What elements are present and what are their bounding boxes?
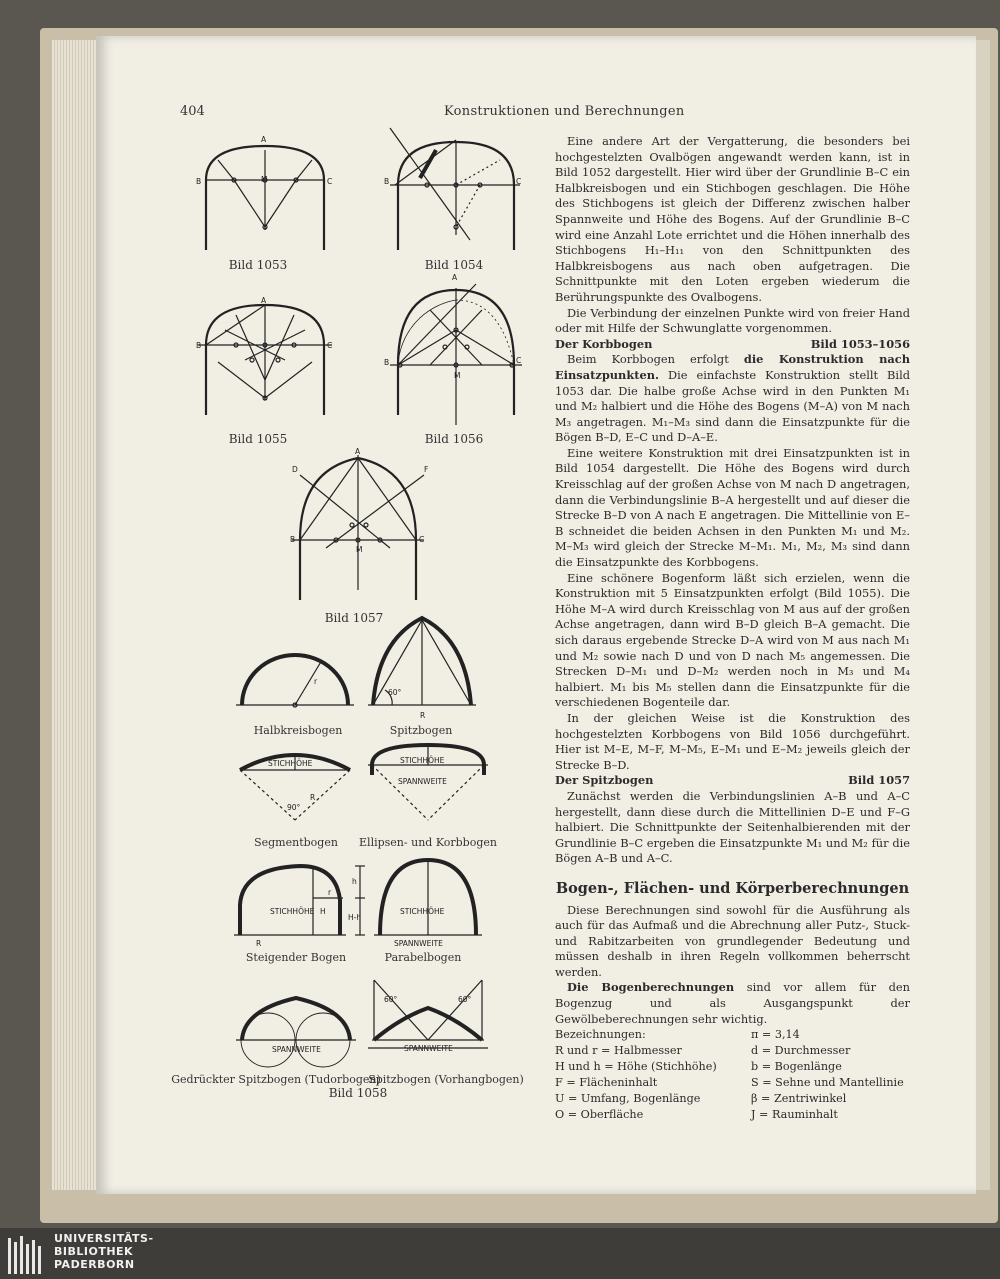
label-r-halb: r: [314, 677, 318, 686]
label-B-1057: B: [290, 535, 296, 544]
diagram-spitzbogen: [368, 618, 476, 705]
label-spannweite-tudor: SPANNWEITE: [272, 1045, 321, 1054]
paragraph: [555, 980, 910, 1027]
legend-heading: Bezeichnungen:: [555, 1028, 646, 1042]
label-R-spitz: R: [420, 711, 426, 720]
paragraph: Diese Berechnungen sind sowohl für die Ausführung als auch für das Aufmaß und die Abrechnung aller Putz-, Stuck- und Rabitzarbeiten von grundlegender Bedeutung und müssen deshalb in ihren Regeln vollkommen beherrscht werden.: [555, 902, 910, 979]
caption-halbkreisbogen: Halbkreisbogen: [253, 724, 343, 737]
diagram-1055: [198, 305, 332, 415]
library-name-line: PADERBORN: [54, 1258, 135, 1271]
label-B-1053: B: [196, 177, 202, 186]
legend-item: J = Rauminhalt: [751, 1108, 838, 1122]
label-M-1056: M: [454, 371, 461, 380]
label-C-1056: C: [516, 356, 522, 365]
label-h-steigend: h: [352, 877, 357, 886]
label-spannweite-vorhang: SPANNWEITE: [404, 1044, 453, 1053]
label-stichhoehe-segment: STICHHÖHE: [268, 759, 313, 768]
paragraph: In der gleichen Weise ist die Konstruktion des hochgestelzten Korbbogens von Bild 1056 durchgeführt. Hier ist M–E, M–F, M–M₅, E–M₁ und E–M₂ jeweils gleich der Strecke B–D.: [555, 710, 910, 772]
label-C-1057: C: [419, 535, 425, 544]
heading-label: Der Korbbogen: [555, 336, 653, 351]
label-60-spitz: 60°: [388, 688, 402, 697]
legend-item: S = Sehne und Mantellinie: [751, 1076, 904, 1090]
label-spannweite-parabel: SPANNWEITE: [394, 939, 443, 948]
diagram-tudorbogen: [236, 998, 356, 1067]
running-head: Konstruktionen und Berechnungen: [444, 104, 685, 119]
label-60a-vorhang: 60°: [384, 995, 398, 1004]
caption-bild-1057: Bild 1057: [324, 611, 384, 625]
label-stichhoehe-steigend: STICHHÖHE: [270, 907, 315, 916]
caption-bild-1053: Bild 1053: [228, 258, 288, 272]
label-A-1055: A: [261, 296, 267, 305]
diagram-parabelbogen: [374, 860, 482, 935]
bold-run: die Konstruktion nach Einsatzpunkten.: [555, 352, 910, 382]
legend-item: R und r = Halbmesser: [555, 1044, 682, 1058]
bold-run: Die Bogenberechnungen: [567, 980, 735, 995]
caption-steigender-bogen: Steigender Bogen: [245, 951, 347, 964]
label-60b-vorhang: 60°: [458, 995, 472, 1004]
body-text-column: [555, 134, 910, 1123]
library-logo-icon: [8, 1234, 46, 1274]
label-D-1057: D: [292, 465, 298, 474]
label-B-1056: B: [384, 358, 390, 367]
label-H-steigend: H: [320, 907, 326, 916]
label-r-steigend: r: [328, 888, 332, 897]
label-90-segment: 90°: [287, 803, 301, 812]
label-M-1057: M: [356, 545, 363, 554]
legend-item: b = Bogenlänge: [751, 1060, 842, 1074]
label-A-1054: A: [452, 273, 458, 282]
label-Hh-steigend: H-h: [348, 913, 362, 922]
paragraph: Eine weitere Konstruktion mit drei Einsatzpunkten ist in Bild 1054 dargestellt. Die Höhe des Bogens wird durch Kreisschlag auf der großen Achse von M nach D angetragen, dann die Verbindungslinie B–A hergestellt und auf dieser die Strecke B–D von A nach E angetragen. Die Mittellinie von E–B schneidet die beiden Achsen in den Punkten M₁ und M₂. M–M₃ wird gleich der Strecke M–M₁. M₁, M₂, M₃ sind dann die Einsatzpunkte des Korbbogens.: [555, 445, 910, 570]
legend-item: U = Umfang, Bogenlänge: [555, 1092, 701, 1106]
legend-item: F = Flächeninhalt: [555, 1076, 658, 1090]
caption-parabelbogen: Parabelbogen: [384, 951, 462, 964]
diagram-1053: [206, 146, 324, 250]
text-run: Die einfachste Konstruktion stellt Bild 1053 dar. Die halbe große Achse wird in den Punkten M₁ und M₂ halbiert und die Höhe des Bogens (M–A) von M nach M₃ angetragen. M₁–M₃ sind dann die Einsatzpunkte für die Bögen B–D, E–C und D–A–E.: [555, 367, 910, 445]
label-stichhoehe-parabel: STICHHÖHE: [400, 907, 445, 916]
label-B-1055: B: [196, 341, 202, 350]
heading-figure-ref: Bild 1057: [848, 773, 910, 788]
library-name-line: UNIVERSITÄTS-: [54, 1232, 154, 1245]
caption-bild-1055: Bild 1055: [228, 432, 288, 446]
label-M-1053: M: [261, 175, 268, 184]
text-run: Beim Korbbogen erfolgt: [567, 352, 729, 367]
label-R-steigend: R: [256, 939, 262, 948]
text-run: sind vor allem für den Bogenzug und als Ausgangspunkt der Gewölbeberechnungen sehr wichtig.: [555, 980, 910, 1026]
paragraph: Eine andere Art der Vergatterung, die besonders bei hochgestelzten Ovalbögen angewandt werden kann, ist in Bild 1052 dargestellt. Hier wird über der Grundlinie B–C ein Halbkreisbogen und ein Stichbogen geschlagen. Die Höhe des Stichbogens ist gleich der Differenz zwischen halber Spannweite und Höhe des Bogens. Auf der Grundlinie B–C wird eine Anzahl Lote errichtet und die Höhen innerhalb des Stichbogens H₁–H₁₁ von den Schnittpunkten des Halbkreisbogens aus nach oben aufgetragen. Die Schnittpunkte mit den Loten ergeben wiederum die Berührungspunkte des Ovalbogens.: [555, 134, 910, 304]
page-number: 404: [180, 104, 205, 119]
label-A-1053: A: [261, 135, 267, 144]
caption-ellipsen-korbbogen: Ellipsen- und Korbbogen: [359, 836, 497, 849]
label-C-1054: C: [516, 177, 522, 186]
caption-vorhangbogen: Spitzbogen (Vorhangbogen): [368, 1073, 524, 1086]
label-A-1057: A: [355, 447, 361, 456]
library-name-line: BIBLIOTHEK: [54, 1245, 134, 1258]
diagram-1056: [390, 284, 522, 425]
library-name: [54, 1232, 154, 1271]
legend-item: π = 3,14: [751, 1028, 800, 1042]
paragraph: Eine schönere Bogenform läßt sich erzielen, wenn die Konstruktion mit 5 Einsatzpunkten erfolgt (Bild 1055). Die Höhe M–A wird durch Kreisschlag von M aus auf der großen Achse angetragen, dann wird B–D gleich B–A gemacht. Die sich daraus ergebende Strecke D–A wird von M aus nach M₁ und M₂ sowie nach D und von D nach M₅ angemessen. Die Strecken D–M₁ und D–M₂ werden noch in M₃ und M₄ halbiert. M₁ bis M₅ stellen dann die Einsatzpunkte für die verschiedenen Bogenteile dar.: [555, 570, 910, 710]
diagram-vorhangbogen: [368, 980, 488, 1048]
paragraph: Die Verbindung der einzelnen Punkte wird von freier Hand oder mit Hilfe der Schwunglatte vorgenommen.: [555, 305, 910, 336]
diagram-halbkreisbogen: [236, 655, 354, 707]
section-heading-spitzbogen: [555, 773, 910, 789]
diagram-1057: [292, 455, 424, 600]
heading-figure-ref: Bild 1053–1056: [810, 336, 910, 351]
label-R-segment: R: [310, 793, 316, 802]
section-heading-berechnungen: Bogen-, Flächen- und Körperberechnungen: [555, 879, 910, 897]
legend-item: O = Oberfläche: [555, 1108, 644, 1122]
label-F-1057: F: [424, 465, 429, 474]
caption-bild-1056: Bild 1056: [424, 432, 484, 446]
label-C-1053: C: [327, 177, 333, 186]
paragraph: [555, 352, 910, 446]
label-B-1054: B: [384, 177, 390, 186]
label-stichhoehe-ellipse: STICHHÖHE: [400, 756, 445, 765]
caption-tudorbogen: Gedrückter Spitzbogen (Tudorbogen): [171, 1073, 381, 1086]
section-heading-korbbogen: [555, 337, 910, 353]
legend-item: β = Zentriwinkel: [751, 1092, 847, 1106]
paragraph: Zunächst werden die Verbindungslinien A–B und A–C hergestellt, dann diese durch die Mittellinien D–E und F–G halbiert. Die Schnittpunkte der Seitenhalbierenden mit der Grundlinie B–C ergeben die Einsatzpunkte M₁ und M₂ für die Bögen A–B und A–C.: [555, 788, 910, 866]
diagram-steigender-bogen: [234, 866, 365, 935]
heading-label: Der Spitzbogen: [555, 773, 654, 788]
diagram-1054: [390, 128, 520, 250]
caption-spitzbogen: Spitzbogen: [389, 724, 453, 737]
legend-item: d = Durchmesser: [751, 1044, 851, 1058]
caption-bild-1058: Bild 1058: [328, 1086, 388, 1100]
label-C-1055: C: [327, 341, 333, 350]
label-spannweite-ellipse: SPANNWEITE: [398, 777, 447, 786]
caption-bild-1054: Bild 1054: [424, 258, 484, 272]
legend-item: H und h = Höhe (Stichhöhe): [555, 1060, 717, 1074]
notation-legend: [555, 1027, 910, 1123]
caption-segmentbogen: Segmentbogen: [254, 836, 338, 849]
